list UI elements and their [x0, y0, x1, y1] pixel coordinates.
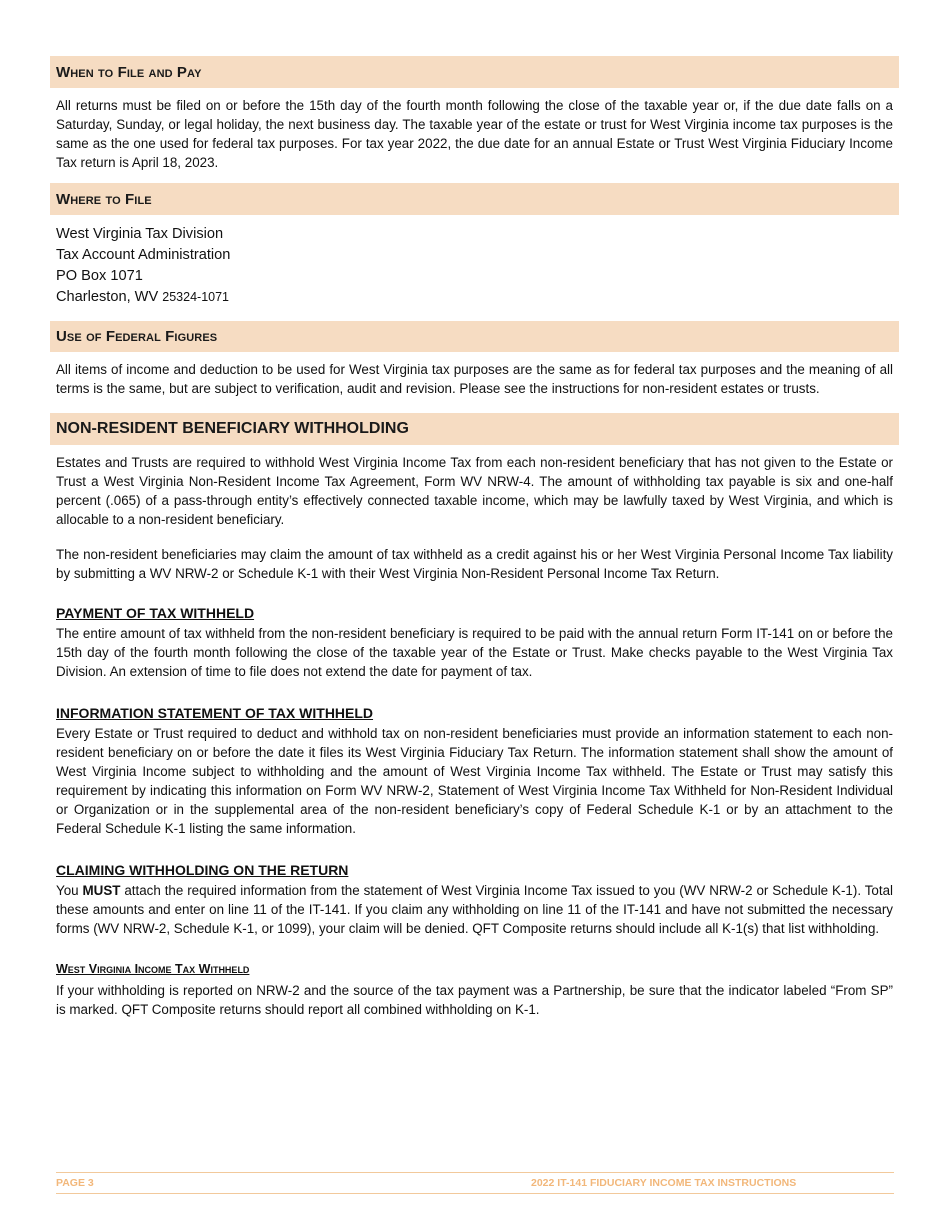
federal-figures-body: All items of income and deduction to be used for West Virginia tax purposes are the same as for federal tax purposes and the meaning of all terms is the same, but are subject to verification, audit and revision. Please see the instructions for non-resident estates or trusts.: [56, 362, 893, 396]
where-to-file-heading: Where to File: [50, 183, 899, 215]
nonresident-heading: NON-RESIDENT BENEFICIARY WITHHOLDING: [50, 413, 899, 445]
mailing-address: [50, 224, 899, 308]
nonresident-body2: The non-resident beneficiaries may claim the amount of tax withheld as a credit against his or her West Virginia Personal Income Tax liability by submitting a WV NRW-2 or Schedule K-1 with their West Virginia Non-Resident Personal Income Tax Return.: [56, 547, 893, 581]
when-to-file-body: All returns must be filed on or before the 15th day of the fourth month following the close of the taxable year or, if the due date falls on a Saturday, Sunday, or legal holiday, the next business day. The taxable year of the estate or trust for West Virginia income tax purposes is the same as the one used for federal tax purposes. For tax year 2022, the due date for an annual Estate or Trust West Virginia Fiduciary Income Tax return is April 18, 2023.: [56, 98, 893, 170]
address-line3: PO Box 1071: [56, 268, 143, 284]
document-page: [50, 56, 899, 1019]
address-line1: West Virginia Tax Division: [56, 226, 224, 242]
footer-title: 2022 IT-141 FIDUCIARY INCOME TAX INSTRUCTIONS: [531, 1177, 797, 1189]
information-body: Every Estate or Trust required to deduct and withhold tax on non-resident beneficiaries must provide an information statement to each non-resident beneficiary on or before the date it files its West Virginia Fiduciary Tax Return. The information statement shall show the amount of West Virginia Income subject to withholding and the amount of West Virginia Income Tax withheld. The Estate or Trust may satisfy this requirement by indicating this information on Form WV NRW-2, Statement of West Virginia Income Tax Withheld for Non-Resident Individual or Organization or in the supplemental area of the non-resident beneficiary’s copy of Federal Schedule K-1 or by an attachment to the Federal Schedule K-1 listing the same information.: [56, 726, 893, 836]
claiming-body-post: attach the required information from the statement of West Virginia Income Tax issued to you (WV NRW-2 or Schedule K-1). Total these amounts and enter on line 11 of the IT-141. If you claim any withholding on line 11 of the IT-141 and have not submitted the necessary forms (WV NRW-2, Schedule K-1, or 1099), your claim will be denied. QFT Composite returns should include all K-1(s) that list withholding.: [56, 883, 893, 936]
footer-page-number: PAGE 3: [56, 1177, 94, 1189]
wv-withheld-body: If your withholding is reported on NRW-2 and the source of the tax payment was a Partnership, be sure that the indicator labeled “From SP” is marked. QFT Composite returns should report all combined withholding on K-1.: [56, 983, 893, 1017]
address-city: Charleston, WV: [56, 289, 159, 305]
address-line2: Tax Account Administration: [56, 247, 231, 263]
information-heading: INFORMATION STATEMENT OF TAX WITHHELD: [56, 705, 374, 721]
page-footer: [56, 1172, 894, 1194]
claiming-body-must: MUST: [82, 883, 121, 898]
claiming-body-pre: You: [56, 883, 83, 898]
wv-withheld-heading: West Virginia Income Tax Withheld: [56, 962, 250, 976]
payment-heading: PAYMENT OF TAX WITHHELD: [56, 605, 255, 621]
claiming-heading: CLAIMING WITHHOLDING ON THE RETURN: [56, 862, 349, 878]
address-zip: 25324-1071: [162, 290, 229, 304]
claiming-body: [50, 881, 899, 938]
nonresident-body1: Estates and Trusts are required to withhold West Virginia Income Tax from each non-resident beneficiary that has not given to the Estate or Trust a West Virginia Non-Resident Income Tax Agreement, Form WV NRW-4. The amount of withholding tax payable is six and one-half percent (.065) of a pass-through entity’s effectively connected taxable income, which may be lawfully taxed by West Virginia, and which is allocable to a non-resident beneficiary.: [56, 455, 893, 527]
federal-figures-heading: Use of Federal Figures: [50, 321, 899, 352]
address-city-line: [56, 287, 893, 308]
when-to-file-heading: When to File and Pay: [50, 56, 899, 88]
payment-body: The entire amount of tax withheld from the non-resident beneficiary is required to be paid with the annual return Form IT-141 on or before the 15th day of the fourth month following the close of the taxable year of the Estate or Trust. Make checks payable to the West Virginia Tax Division. An extension of time to file does not extend the date for payment of tax.: [56, 626, 893, 679]
